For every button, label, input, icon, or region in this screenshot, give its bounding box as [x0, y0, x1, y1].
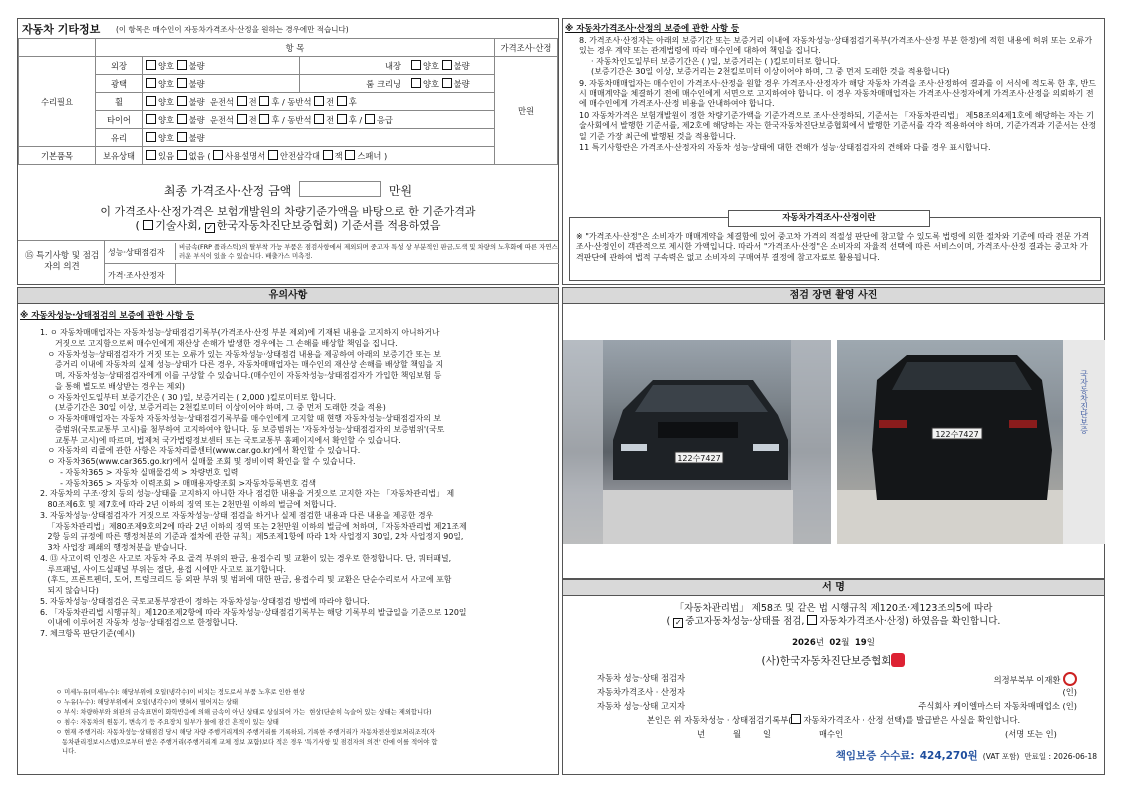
checkbox[interactable] — [442, 78, 452, 88]
sign-label: 자동차가격조사 · 산정자 — [597, 687, 686, 697]
opt-passenger: / 동반석 — [281, 96, 312, 107]
checkbox[interactable] — [177, 132, 187, 142]
checkbox[interactable] — [314, 114, 324, 124]
sign-row-inspector — [597, 672, 1077, 686]
checkbox[interactable] — [259, 96, 269, 106]
opt-bad: 불량 — [188, 96, 205, 107]
opt-bad: 불량 — [453, 78, 470, 89]
notice-line: ㅇ 자동차매매업자는 자동차 자동차성능·상태점검기록부를 매수인에게 고지할 때 현행 자동차성능·상태점검자의 보 — [40, 414, 441, 423]
paren-open: ( — [666, 616, 671, 627]
opt-bad: 불량 — [188, 60, 205, 71]
date-year-label: 년 — [697, 729, 706, 739]
date-month-label: 월 — [733, 729, 742, 739]
notice-line: - 자동차365 > 자동차 이력조회 > 매매용자량조회 >자동차등록번호 검색 — [40, 478, 317, 488]
final-price-label: 최종 가격조사·산정 금액 — [163, 184, 292, 198]
price-guarantee-text — [579, 36, 1099, 153]
notice-line: 80조제6호 및 제7호에 따라 2년 이하의 징역 또는 2천만원 이하의 벌금에 처합니다. — [40, 500, 337, 509]
price-guarantee-section — [562, 18, 1105, 285]
notice-line: 거짓으로 고지함으로써 매수인에게 재산상 손해가 발생한 경우에는 그 손해를 배상할 책임을 집니다. — [40, 338, 398, 348]
opt-bad: 불량 — [188, 78, 205, 89]
criteria-line2 — [18, 219, 558, 233]
rear-photo — [837, 340, 1105, 544]
sign-label: 자동차 성능·상태 점검자 — [597, 673, 686, 683]
notice-line: 1. ㅇ 자동차매매업자는 자동차성능·상태점검기록부(가격조사·산정 부분 제외)에 기재된 내용을 고지하지 아니하거나 — [40, 328, 440, 337]
signature-section — [562, 579, 1105, 775]
price-unit: 만원 — [495, 57, 558, 165]
checkbox[interactable] — [259, 114, 269, 124]
notice-line: ㅇ 자동차365(www.car365.go.kr)에서 실매물 조회 및 정비이력 확인을 할 수 있습니다. — [40, 457, 356, 466]
checkbox[interactable] — [146, 114, 156, 124]
appraiser-opinion-row — [104, 263, 559, 285]
clause-9: 9. 자동차매매업자는 매수인이 가격조사·산정을 원할 경우 가격조사·산정자가 해당 자동차 가격을 조사·산정하여 결과를 이 서식에 적도록 한 후, 반드시 매매계약을 체결하기 전에 매수인에게 서면으로 고지하여야 합니다. 이 경우 자동차매매업자는 가격조사·산정자에게 가격조사·산정을 의뢰하기 전에 매수인에게 가격조사·산정 비용을 안내하여야 합니다. — [579, 78, 1096, 109]
section-title: 자동차 기타정보 — [22, 23, 101, 36]
row-roomclean: 룸 크리닝 — [366, 78, 401, 89]
notice-line: 7. 체크항목 판단기준(예시) — [40, 629, 135, 638]
checkbox[interactable] — [237, 114, 247, 124]
criteria-opt1: 기술사회, — [155, 219, 202, 232]
fee-row — [563, 744, 1097, 760]
checkbox[interactable] — [213, 150, 223, 160]
notice-body — [40, 328, 555, 640]
checkbox[interactable] — [146, 78, 156, 88]
vehicle-extra-info-section — [17, 18, 559, 285]
interior-cell — [300, 57, 495, 75]
org-line — [563, 653, 1104, 668]
paren-open: ( — [135, 219, 140, 232]
checkbox-tech-society[interactable] — [143, 220, 153, 230]
opt-good: 양호 — [423, 78, 440, 89]
section-title-bar — [18, 19, 558, 39]
opt-good: 양호 — [158, 78, 175, 89]
price-definition-box — [569, 213, 1101, 281]
signature-header: 서 명 — [563, 580, 1104, 596]
clause-8b: (보증기간은 30일 이상, 보증거리는 2천킬로미터 이상이어야 하며, 그 중 먼저 도래한 것을 적용합니다) — [591, 67, 950, 77]
row-possession: 보유상태 — [96, 147, 143, 165]
inspector-name: 의정부북부 이재환 — [993, 675, 1061, 685]
checkbox[interactable] — [177, 60, 187, 70]
checkbox[interactable] — [411, 78, 421, 88]
row-interior: 내장 — [384, 60, 401, 71]
notice-line: ㅇ 자동차인도일부터 보증기간은 ( 30 )일, 보증거리는 ( 2,000 )킬로미터로 합니다. — [40, 392, 336, 402]
notice-line: 3차 사업장 폐쇄의 행정처분을 받습니다. — [40, 543, 188, 552]
sign-row-notifier — [597, 700, 1077, 714]
checkbox[interactable] — [411, 60, 421, 70]
group-basic-label: 기본품목 — [19, 147, 96, 165]
inspector-opinion-row — [104, 241, 559, 264]
opt-spanner: 스패너 — [357, 150, 382, 161]
notice-line: 되지 않습니다) — [40, 586, 99, 595]
opt-driver: 운전석 — [209, 96, 235, 107]
opt-good: 양호 — [158, 60, 175, 71]
checkbox[interactable] — [146, 132, 156, 142]
notice-line: 을 통해 별도로 배상받는 경우는 제외) — [40, 381, 186, 391]
fee-value: 424,270원 — [919, 750, 978, 762]
notice-line: ㅇ 현재 주행거리: 자동차성능·상태점검 당시 해당 자량 주행거리계의 주행거리를 기록하되, 기록한 주행거리가 자동차전산정보처리조직(자 — [56, 728, 436, 736]
final-price-input[interactable] — [299, 181, 381, 197]
statement-line2 — [563, 615, 1104, 628]
front-photo — [563, 340, 831, 544]
signature-statement — [563, 602, 1104, 628]
glass-options — [143, 129, 495, 147]
opt-front: 전 — [326, 96, 335, 107]
day-label: 일 — [866, 638, 875, 648]
notice-line: ㅇ 자동차의 리콜에 관한 사항은 자동차리콜센터(www.car.go.kr)에서 확인할 수 있습니다. — [40, 446, 361, 456]
checkbox-price-appraisal[interactable] — [807, 615, 817, 625]
front-car-image — [563, 340, 831, 544]
divider — [175, 263, 176, 285]
checkbox[interactable] — [177, 96, 187, 106]
wheel-options — [143, 93, 495, 111]
opt-jack: 잭 — [334, 150, 343, 161]
inspector-opinion-text: 비금속(FRP 플라스틱)의 탈부착 가능 부품은 점검사항에서 제외되며 중고자 특성 상 부분적인 판금,도색 및 차량의 노후화에 따른 자연스러운 부식이 있을 수 있습니다. 배출가스 미측정. — [175, 243, 561, 260]
checkbox[interactable] — [365, 114, 375, 124]
clause-8a: · 자동차인도일부터 보증기간은 ( )일, 보증거리는 ( )킬로미터로 합니다. — [591, 56, 841, 66]
org-stamp-icon — [891, 653, 905, 667]
expiry-date: 만료일 : 2026-06-18 — [1024, 752, 1097, 761]
sign-date — [563, 636, 1104, 648]
sign-value: 주식회사 케이엘마스터 자동차매매업소 (인) — [918, 701, 1077, 711]
clause-11: 11 특기사항란은 가격조사·산정자의 자동차 성능·상태에 대한 견해가 성능·상태점검자의 견해와 다를 경우 표시합니다. — [579, 143, 991, 153]
inspector-stamp-icon — [1063, 672, 1077, 686]
opt-none: 없음 — [188, 150, 205, 161]
row-exterior: 외장 — [96, 57, 143, 75]
photo-header: 점검 장면 촬영 사진 — [563, 288, 1104, 304]
inspector-label: 성능·상태점검자 — [108, 248, 165, 257]
buyer-sign-label: (서명 또는 인) — [1005, 729, 1057, 739]
opt-bad: 불량 — [188, 132, 205, 143]
row-tire: 타이어 — [96, 111, 143, 129]
opt-rear: 후 — [271, 114, 280, 125]
notice-line: 며, 자동차성능·상태점검자에게 이를 구상할 수 있습니다.(매수인이 자동차성능·상태점검자가 가입한 책임보험 등 — [40, 371, 442, 380]
notice-line: 2. 자동차의 구조·장치 등의 성능·상태를 고지하지 아니한 자나 점검한 내용을 거짓으로 고지한 자는 「자동차관리법」 제 — [40, 489, 455, 499]
statement-opt2: 자동차가격조사·산정) 하였음을 확인합니다. — [819, 616, 1001, 627]
appraiser-label: 가격·조사산정자 — [108, 271, 165, 280]
opinion-block — [18, 240, 558, 285]
opt-triangle: 안전삼각대 — [279, 150, 321, 161]
date-day-label: 일 — [763, 729, 772, 739]
opt-good: 양호 — [423, 60, 440, 71]
row-glass: 유리 — [96, 129, 143, 147]
criteria-opt2: 한국자동차진단보증협회 — [216, 219, 334, 232]
checkbox[interactable] — [146, 150, 156, 160]
buyer-ack — [563, 714, 1104, 726]
ack-text-b: 자동차가격조사 · 산정 선택)를 발급받은 사실을 확인합니다. — [803, 715, 1021, 725]
opinion-label: ⑮ 특기사항 및 점검자의 의견 — [24, 251, 100, 272]
opt-good: 양호 — [158, 114, 175, 125]
col-price-header: 가격조사·산정 — [495, 39, 558, 57]
org-name: (사)한국자동차진단보증협회 — [761, 655, 892, 667]
notice-section — [17, 287, 559, 775]
statement-line1: 「자동차관리법」 제58조 및 같은 법 시행규칙 제120조·제123조의5에 따라 — [674, 603, 993, 614]
checkbox[interactable] — [323, 150, 333, 160]
notice-line: 루프패널, 사이드실패널 부위는 절단, 용접 시에만 사고로 표기합니다. — [40, 564, 287, 574]
checkbox[interactable] — [337, 96, 347, 106]
opt-bad: 불량 — [453, 60, 470, 71]
sign-label: 자동차 성능·상태 고지자 — [597, 701, 686, 711]
corner-cell — [19, 39, 96, 57]
checkbox[interactable] — [268, 150, 278, 160]
opt-front: 전 — [326, 114, 335, 125]
notice-line: 증범위(국토교통부 고시)를 첨부하여 고지하여야 합니다. 동 보증범위는 '자동차성능·상태점검자의 보증범위'(국토 — [40, 424, 445, 434]
fee-note: (VAT 포함) — [982, 752, 1020, 761]
sign-rows — [597, 672, 1077, 714]
year-label: 년 — [815, 638, 824, 648]
checkbox[interactable] — [442, 60, 452, 70]
notice-line: ㅇ 누유(누수): 해당부위에서 오일(냉각수)이 맺혀서 떨어지는 상태 — [56, 698, 239, 706]
notice-line: 교통부 고시)에 따르며, 법제처 국가법령정보센터 또는 국토교통부 홈페이지에서 확인할 수 있습니다. — [40, 435, 401, 445]
notice-line: ㅇ 자동차성능·상태점검자가 거짓 또는 오류가 있는 자동차성능·상태점검 내용을 제공하여 아래의 보증기간 또는 보 — [40, 349, 441, 359]
final-price-row — [18, 180, 558, 202]
roomclean-cell — [300, 75, 495, 93]
repair-table — [18, 38, 558, 165]
gloss-options — [143, 75, 300, 93]
checkbox-ack-price[interactable] — [791, 714, 801, 724]
buyer-date-row — [563, 728, 1104, 742]
notice-line: 이내에 이루어진 자동차 성능·상태점검으로 한정합니다. — [40, 618, 238, 628]
opt-good: 양호 — [158, 132, 175, 143]
notice-line: ㅇ 침수: 자동차의 원동기, 변속기 등 주요장치 일부가 물에 잠긴 흔적이 있는 상태 — [56, 718, 279, 726]
clause-8: 8. 가격조사·산정자는 아래의 보증기간 또는 보증거리 이내에 자동차성능·상태점검기록부(가격조사·산정 부분 한정)에 적힌 내용에 허위 또는 오류가 있는 경우 계약 또는 관계법령에 따라 매수인에 대하여 책임을 집니다. — [579, 36, 1093, 56]
criteria-line2-end: ) 기준서를 적용하였음 — [333, 219, 441, 232]
notice-line: 2항 등의 규정에 따른 행정처분의 기준과 절차에 관한 규칙」제5조제1항에 따라 1차 사업정지 30일, 2차 사업정지 90일, — [40, 532, 464, 542]
sign-row-appraiser — [597, 686, 1077, 700]
opt-front: 전 — [248, 96, 257, 107]
buyer-label: 매수인 — [819, 729, 844, 739]
price-definition-text: ※ "가격조사·산정"은 소비자가 매매계약을 체결함에 있어 중고차 가격의 적절성 판단에 참고할 수 있도록 법령에 의한 절차와 기준에 따라 전문 가격조사·산정인이 객관적으로 제시한 가액입니다. 따라서 "가격조사·산정"은 소비자의 자율적 선택에 따른 서비스이며, 가격조사·산정 결과는 중고차 가격판단에 관하여 법적 구속력은 없고 소비자의 구매여부 결정에 참고자료로 활용됩니다. — [576, 232, 1090, 262]
opt-has: 있음 — [158, 150, 175, 161]
notice-line: ㅇ 부식: 차량하부와 외판의 금속표면이 화학반응에 의해 금속이 아닌 상태로 상실되어 가는 현상(단순히 녹슬어 있는 상태는 제외합니다) — [56, 708, 432, 716]
checkbox[interactable] — [177, 114, 187, 124]
sign-value: (인) — [1062, 687, 1077, 697]
rear-car-image — [837, 340, 1105, 544]
checkbox-kadiq[interactable]: ✓ — [206, 223, 214, 232]
notice-line: 6. 「자동차관리법 시행규칙」제120조제2항에 따라 자동차성능·상태점검기록부는 해당 기록부의 발급일을 기준으로 120일 — [40, 607, 467, 617]
notice-line: - 자동차365 > 자동차 실매물검색 > 차량번호 입력 — [40, 467, 239, 477]
checkbox[interactable] — [177, 78, 187, 88]
checkbox[interactable] — [146, 96, 156, 106]
month-label: 월 — [841, 638, 850, 648]
notice-line: 동차관리정보시스템)으로부터 받은 주행거리(주행거리계 교체 정보 포함)보다 적은 경우 '특기사항 및 점검자의 의견' 란에 이를 적어야 합 — [56, 738, 438, 746]
checkbox[interactable] — [237, 96, 247, 106]
final-price-unit: 만원 — [388, 184, 413, 198]
opt-rear: 후 — [348, 96, 357, 107]
row-wheel: 휠 — [96, 93, 143, 111]
rear-plate: 122수7427 — [935, 430, 979, 439]
notice-heading: ※ 자동차성능·상태점검의 보증에 관한 사항 등 — [20, 311, 195, 321]
statement-opt1: 중고자동차성능·상태를 점검, — [685, 616, 805, 627]
checkbox[interactable] — [146, 60, 156, 70]
checkbox[interactable] — [337, 114, 347, 124]
photo-section — [562, 287, 1105, 579]
criteria-text — [18, 205, 558, 233]
price-guarantee-heading: ※ 자동차가격조사·산정의 보증에 관한 사항 등 — [565, 24, 740, 34]
section-title-note: (이 항목은 매수인이 자동차가격조사·산정을 원하는 경우에만 적습니다) — [116, 25, 349, 34]
notice-line: (보증기간은 30일 이상, 보증거리는 2천킬로미터 이상이어야 하며, 그 중 먼저 도래한 것을 적용) — [40, 403, 386, 413]
possession-options: 있음 없음 ( 사용설명서 안전삼각대 잭 스패너 ) — [143, 147, 495, 165]
opt-emergency: 응급 — [376, 114, 393, 125]
notice-line: 4. ⑬ 사고이력 인정은 사고로 자동차 주요 골격 부위의 판금, 용접수리 및 교환이 있는 경우로 한정합니다. 단, 쿼터패널, — [40, 553, 452, 563]
exterior-options — [143, 57, 300, 75]
opt-manual: 사용설명서 — [225, 150, 266, 161]
checkbox[interactable] — [345, 150, 355, 160]
notice-line: 3. 자동차성능·상태점검자가 거짓으로 자동차성능·상태 점검을 하거나 실제 점검한 내용과 다른 내용을 제공한 경우 — [40, 510, 434, 520]
col-item-header: 항 목 — [96, 39, 495, 57]
opt-front: 전 — [248, 114, 257, 125]
opt-driver: 운전석 — [209, 114, 235, 125]
notice-line: 5. 자동차성능·상태점검은 국토교통부장관이 정하는 자동차성능·상태점검 방법에 따라야 합니다. — [40, 596, 370, 606]
notice-line: 증거리 이내에 자동차의 실제 성능·상태가 다른 경우, 자동차매매업자는 매수인의 재산상 손해를 배상할 책임을 지 — [40, 360, 444, 370]
price-definition-title: 자동차가격조사·산정이란 — [728, 210, 930, 227]
sign-year: 2026 — [792, 638, 816, 648]
checkbox[interactable] — [177, 150, 187, 160]
group-repair-label: 수리필요 — [19, 57, 96, 147]
sign-day: 19 — [854, 638, 867, 648]
tire-options: 양호 불량 운전석 전 후 / 동반석 전 후 / 응급 — [143, 111, 495, 129]
wall-text: 국자동차진단보증 — [1079, 370, 1089, 434]
opt-rear: 후 — [348, 114, 357, 125]
opt-passenger: / 동반석 — [281, 114, 312, 125]
checkbox[interactable] — [314, 96, 324, 106]
notice-header: 유의사항 — [18, 288, 558, 304]
criteria-line1: 이 가격조사·산정가격은 보험개발원의 차량기준가액을 바탕으로 한 기준가격과 — [100, 205, 476, 218]
notice-line: 「자동차관리법」제80조제9호의2에 따라 2년 이하의 징역 또는 2천만원 이하의 벌금에 처하며,「자동차관리법 제21조제 — [40, 521, 467, 531]
fee-label: 책임보증 수수료: — [835, 750, 915, 762]
opt-rear: 후 — [271, 96, 280, 107]
row-gloss: 광택 — [96, 75, 143, 93]
opt-bad: 불량 — [188, 114, 205, 125]
sign-month: 02 — [829, 638, 842, 648]
clause-10: 10 자동차가격은 보험개발원이 정한 차량기준가액을 기준가격으로 조사·산정하되, 기준서는 「자동차관리법」 제58조의4제1호에 해당하는 자는 기술사회에서 발행한 기준서를, 제2호에 해당하는 자는 한국자동차진단보증협회에서 발행한 기준서를 각각 적용하여야 하며, 기준가격과 기준서는 산정일 기준 가장 최근에 발행된 것을 적용합니다. — [579, 110, 1097, 141]
notice-line: ㅇ 미세누유(미세누수): 해당부위에 오일(냉각수)이 비치는 정도로서 부품 노후로 인한 현상 — [56, 689, 305, 696]
notice-line: (후드, 프론트펜더, 도어, 트렁크리드 등 외판 부위 및 범퍼에 대한 판금, 용접수리 및 교환은 단순수리로서 사고에 포함 — [40, 575, 452, 585]
notice-line: 니다. — [56, 748, 77, 756]
notice-criteria-examples — [56, 688, 556, 757]
ack-text-a: 본인은 위 자동차성능 · 상태점검기록부( — [646, 715, 792, 725]
opt-good: 양호 — [158, 96, 175, 107]
checkbox-performance-check[interactable]: ✓ — [674, 618, 682, 627]
front-plate: 122수7427 — [677, 454, 721, 463]
